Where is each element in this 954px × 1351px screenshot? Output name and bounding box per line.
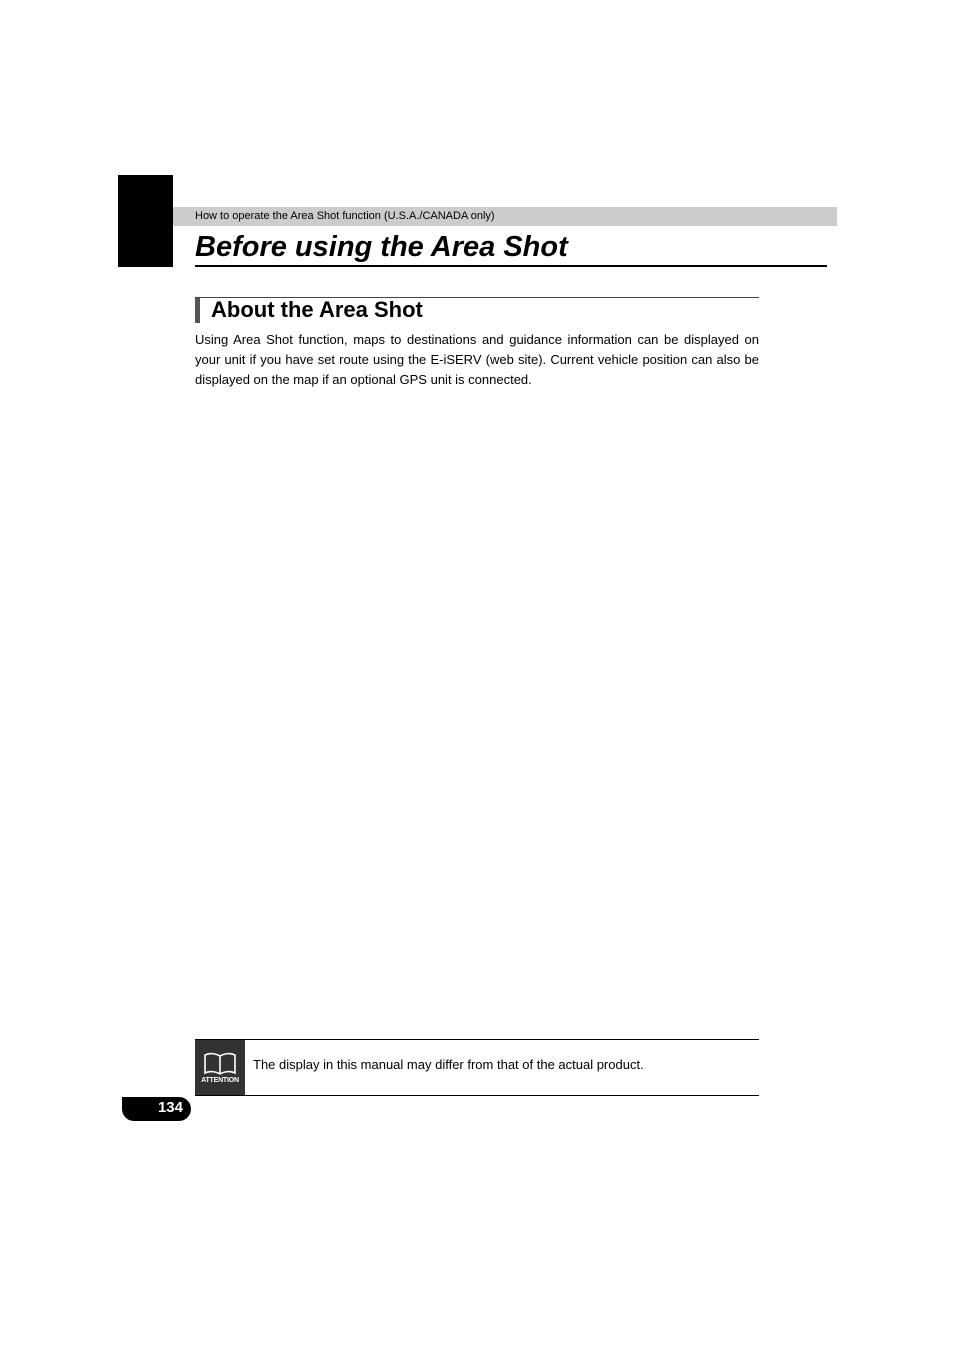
chapter-tab (118, 175, 173, 267)
section-marker-bar (195, 298, 200, 323)
breadcrumb: How to operate the Area Shot function (U.S.A./CANADA only) (195, 210, 495, 222)
note-text: The display in this manual may differ from that of the actual product. (253, 1057, 644, 1072)
section-heading: About the Area Shot (211, 297, 423, 322)
page-title: Before using the Area Shot (195, 231, 568, 263)
title-underline (195, 265, 827, 267)
note-bottom-rule (195, 1095, 759, 1096)
note-top-rule (195, 1039, 759, 1040)
book-icon (203, 1051, 237, 1075)
attention-badge (195, 1040, 245, 1095)
header-band (173, 207, 837, 226)
section-body-text: Using Area Shot function, maps to destinations and guidance information can be displayed on your unit if you have set route using the E-iSERV (web site). Current vehicle position can also be displayed on the map if an optional GPS unit is connected. (195, 332, 759, 387)
attention-label: ATTENTION (201, 1077, 239, 1084)
page-number: 134 (122, 1097, 191, 1121)
